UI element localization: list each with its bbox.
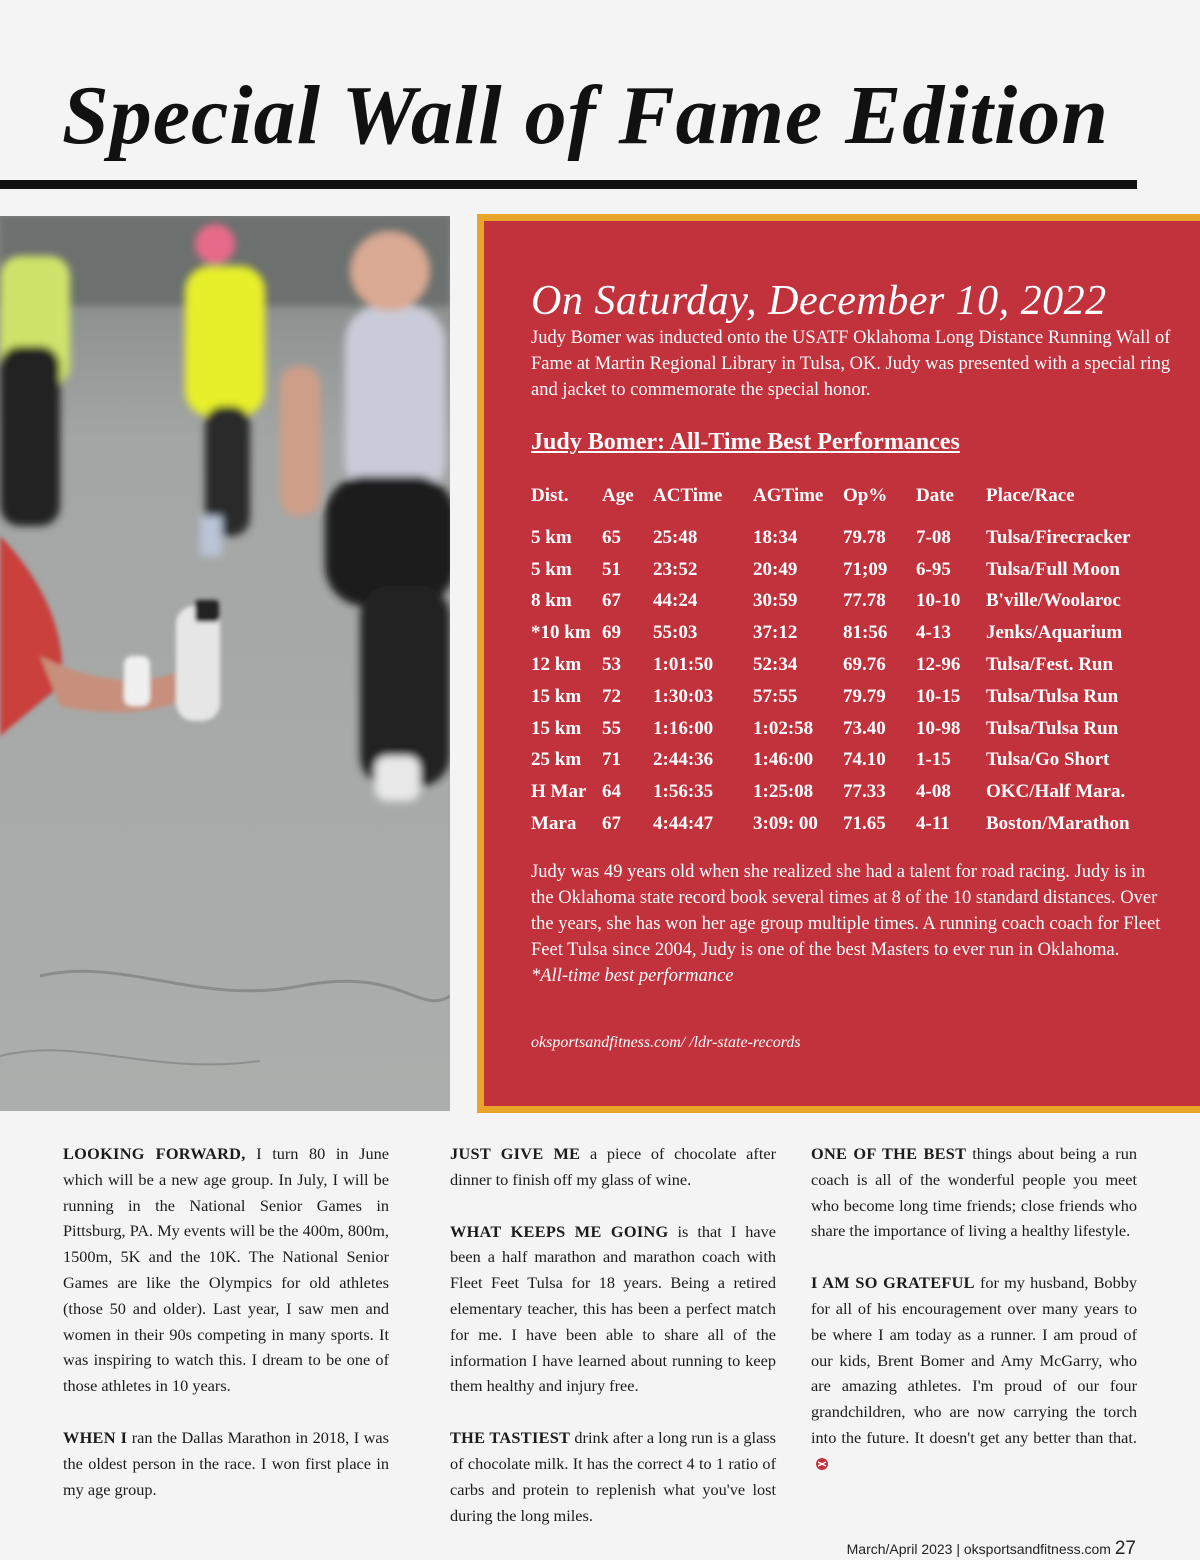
cell-op-percent: 71.65 [843,813,886,835]
cell-dist: H Mar [531,781,587,803]
cell-date: 4-08 [916,781,951,803]
paragraph-lead: JUST GIVE ME [450,1144,581,1163]
paragraph-lead: ONE OF THE BEST [811,1144,967,1163]
cell-place-race: Tulsa/Go Short [986,749,1110,771]
cell-place-race: B'ville/Woolaroc [986,590,1121,612]
cell-op-percent: 69.76 [843,654,886,676]
cell-age: 53 [602,654,621,676]
cell-dist: 25 km [531,749,582,771]
panel-intro: Judy Bomer was inducted onto the USATF Oklahoma Long Distance Running Wall of Fame at Martin Regional Library in Tulsa, OK. Judy was presented with a special ring and jacket to commemorate the special honor. [531,328,1171,400]
paragraph-lead: WHAT KEEPS ME GOING [450,1221,669,1241]
cell-dist: 5 km [531,526,572,548]
story-text: Judy was 49 years old when she realized she had a talent for road racing. Judy is in the Oklahoma state record book several times at 8 of the 10 standard distances. Over the years, she has won her age group multiple times. A running coach coach for Fleet Feet Tulsa since 2004, Judy is one of the best Masters to ever run in Oklahoma. [531,862,1161,960]
cell-actime: 1:16:00 [653,717,714,739]
cell-agtime: 18:34 [753,526,798,548]
cell-date: 10-10 [916,590,961,612]
cell-op-percent: 73.40 [843,717,886,739]
cell-date: 12-96 [916,654,961,676]
hall-of-fame-panel [477,214,1200,1113]
header-dist: Dist. [531,485,569,506]
cell-op-percent: 77.78 [843,590,886,612]
cell-age: 55 [602,717,621,739]
cell-op-percent: 79.79 [843,685,886,707]
cell-dist: 12 km [531,654,582,676]
paragraph-lead: LOOKING FORWARD, [63,1144,246,1163]
cell-age: 69 [602,622,621,644]
cell-actime: 55:03 [653,622,698,644]
paragraph-text: for my husband, Bobby for all of his encouragement over many years to be where I am today as a runner. I am proud of our kids, Brent Bomer and Amy McGarry, who are amazing athletes. I'm proud of our four grandchildren, who are now carrying the torch into the future. It doesn't get any better than that. [811,1273,1137,1447]
paragraph [450,1219,776,1400]
panel-title: On Saturday, December 10, 2022 [531,278,1107,324]
table-row [531,713,1156,745]
footer-site: oksportsandfitness.com [963,1541,1111,1557]
cell-age: 72 [602,685,621,707]
cell-place-race: Tulsa/Firecracker [986,526,1131,548]
performance-table-title: Judy Bomer: All-Time Best Performances [531,429,960,455]
cell-place-race: OKC/Half Mara. [986,781,1126,803]
table-row [531,554,1156,586]
table-row [531,586,1156,618]
runners-photo [0,216,450,1111]
cell-agtime: 52:34 [753,654,798,676]
cell-agtime: 20:49 [753,558,798,580]
cell-agtime: 1:46:00 [753,749,814,771]
cell-place-race: Jenks/Aquarium [986,622,1123,644]
cell-actime: 2:44:36 [653,749,714,771]
cell-date: 4-11 [916,813,950,835]
table-row [531,649,1156,681]
article-column-1 [63,1141,389,1528]
table-row [531,808,1156,840]
page-footer [847,1538,1136,1560]
cell-agtime: 1:02:58 [753,717,814,739]
paragraph [450,1141,776,1193]
cell-actime: 1:56:35 [653,781,714,803]
paragraph [811,1141,1137,1244]
cell-age: 71 [602,749,621,771]
cell-agtime: 57:55 [753,685,798,707]
panel-inner [484,221,1200,1106]
photo-illustration [0,216,450,1111]
cell-actime: 25:48 [653,526,698,548]
cell-agtime: 1:25:08 [753,781,814,803]
cell-age: 67 [602,813,621,835]
paragraph-text: drink after a long run is a glass of chocolate milk. It has the correct 4 to 1 ratio of carbs and protein to replenish what you've lost during the long miles. [450,1428,776,1525]
paragraph-text: things about being a run coach is all of the wonderful people you meet who become long time friends; close friends who share the importance of living a healthy lifestyle. [811,1144,1137,1241]
cell-place-race: Tulsa/Full Moon [986,558,1120,580]
cell-dist: 15 km [531,717,582,739]
cell-date: 10-15 [916,685,961,707]
cell-dist: 15 km [531,685,582,707]
cell-date: 10-98 [916,717,961,739]
page-headline: Special Wall of Fame Edition [62,69,1109,162]
cell-agtime: 37:12 [753,622,798,644]
table-row [531,776,1156,808]
paragraph-lead: WHEN I [63,1427,128,1447]
header-date: Date [916,485,954,506]
cell-place-race: Tulsa/Tulsa Run [986,685,1119,707]
cell-op-percent: 77.33 [843,781,886,803]
article-column-3 [811,1141,1137,1503]
cell-date: 7-08 [916,526,951,548]
paragraph [450,1425,776,1528]
footnote: *All-time best performance [531,966,734,986]
footer-issue: March/April 2023 [846,1541,953,1557]
cell-actime: 1:30:03 [653,685,714,707]
cell-actime: 4:44:47 [653,813,714,835]
cell-actime: 23:52 [653,558,698,580]
cell-place-race: Tulsa/Fest. Run [986,654,1114,676]
cell-op-percent: 79.78 [843,526,886,548]
table-row [531,745,1156,777]
cell-age: 67 [602,590,621,612]
paragraph-lead: I AM SO GRATEFUL [811,1273,975,1293]
header-age: Age [602,485,634,506]
cell-op-percent: 74.10 [843,749,886,771]
source-link[interactable]: oksportsandfitness.com/ /ldr-state-records [531,1034,801,1051]
paragraph-lead: THE TASTIEST [450,1428,571,1448]
headline-rule [0,180,1137,189]
footer-separator: | [956,1541,960,1557]
article-column-2 [450,1141,776,1554]
table-row [531,617,1156,649]
cell-date: 4-13 [916,622,951,644]
cell-date: 6-95 [916,558,951,580]
paragraph [811,1270,1137,1476]
cell-dist: *10 km [531,622,591,644]
performance-table-body [531,522,1156,840]
header-op-percent: Op% [843,485,888,506]
cell-dist: 5 km [531,558,572,580]
cell-actime: 1:01:50 [653,654,714,676]
table-row [531,522,1156,554]
table-header-row [531,485,1156,522]
paragraph-text: is that I have been a half marathon and marathon coach with Fleet Feet Tulsa for 18 years. Being a retired elementary teacher, this has been a perfect match for me. I have been able to share all of the information I have learned about running to keep them healthy and injury free. [450,1221,776,1396]
paragraph [63,1141,389,1399]
cell-place-race: Tulsa/Tulsa Run [986,717,1119,739]
cell-dist: Mara [531,813,577,835]
cell-age: 64 [602,781,621,803]
cell-age: 65 [602,526,621,548]
cell-place-race: Boston/Marathon [986,813,1130,835]
cell-date: 1-15 [916,749,951,771]
paragraph-text: I turn 80 in June which will be a new age group. In July, I will be running in the National Senior Games in Pittsburg, PA. My events will be the 400m, 800m, 1500m, 5K and the 10K. The National Senior Games are like the Olympics for old athletes (those 50 and older). Last year, I saw men and women in their 90s competing in many sports. It was inspiring to watch this. I dream to be one of those athletes in 10 years. [63,1144,390,1396]
paragraph [63,1425,389,1502]
cell-agtime: 30:59 [753,590,798,612]
header-agtime: AGTime [753,485,824,506]
header-actime: ACTime [653,485,723,506]
cell-actime: 44:24 [653,590,698,612]
cell-op-percent: 71;09 [843,558,888,580]
cell-age: 51 [602,558,621,580]
cell-agtime: 3:09: 00 [753,813,818,835]
paragraph-text: ran the Dallas Marathon in 2018, I was the oldest person in the race. I won first place in my age group. [63,1427,389,1499]
header-place-race: Place/Race [986,485,1075,506]
performance-table [531,485,1156,840]
end-mark-icon [814,1457,830,1471]
paragraph-text: a piece of chocolate after dinner to finish off my glass of wine. [450,1144,776,1189]
cell-dist: 8 km [531,590,572,612]
cell-op-percent: 81:56 [843,622,888,644]
panel-story [531,859,1171,989]
table-row [531,681,1156,713]
page-number: 27 [1114,1538,1136,1559]
